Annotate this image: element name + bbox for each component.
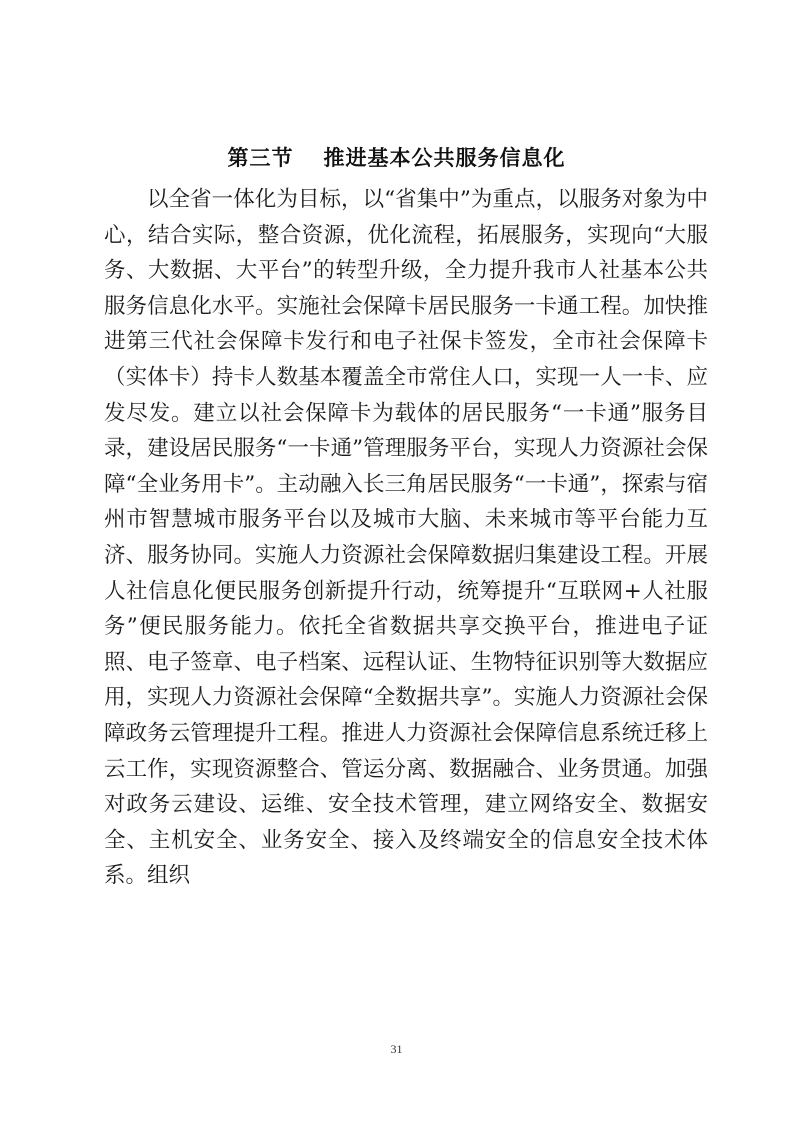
section-label: 第三节 [227, 146, 294, 170]
section-title-text: 推进基本公共服务信息化 [323, 146, 566, 170]
section-heading [0, 143, 793, 173]
body-paragraph: 以全省一体化为目标，以“省集中”为重点，以服务对象为中心，结合实际，整合资源，优化流程，拓展服务，实现向“大服务、大数据、大平台”的转型升级，全力提升我市人社基本公共服务信息化水平。实施社会保障卡居民服务一卡通工程。加快推进第三代社会保障卡发行和电子社保卡签发，全市社会保障卡（实体卡）持卡人数基本覆盖全市常住人口，实现一人一卡、应发尽发。建立以社会保障卡为载体的居民服务“一卡通”服务目录，建设居民服务“一卡通”管理服务平台，实现人力资源社会保障“全业务用卡”。主动融入长三角居民服务“一卡通”，探索与宿州市智慧城市服务平台以及城市大脑、未来城市等平台能力互济、服务协同。实施人力资源社会保障数据归集建设工程。开展人社信息化便民服务创新提升行动，统筹提升“互联网+人社服务”便民服务能力。依托全省数据共享交换平台，推进电子证照、电子签章、电子档案、远程认证、生物特征识别等大数据应用，实现人力资源社会保障“全数据共享”。实施人力资源社会保障政务云管理提升工程。推进人力资源社会保障信息系统迁移上云工作，实现资源整合、管运分离、数据融合、业务贯通。加强对政务云建设、运维、安全技术管理，建立网络安全、数据安全、主机安全、业务安全、接入及终端安全的信息安全技术体系。组织 [104, 187, 708, 889]
page-number: 31 [390, 1042, 403, 1056]
